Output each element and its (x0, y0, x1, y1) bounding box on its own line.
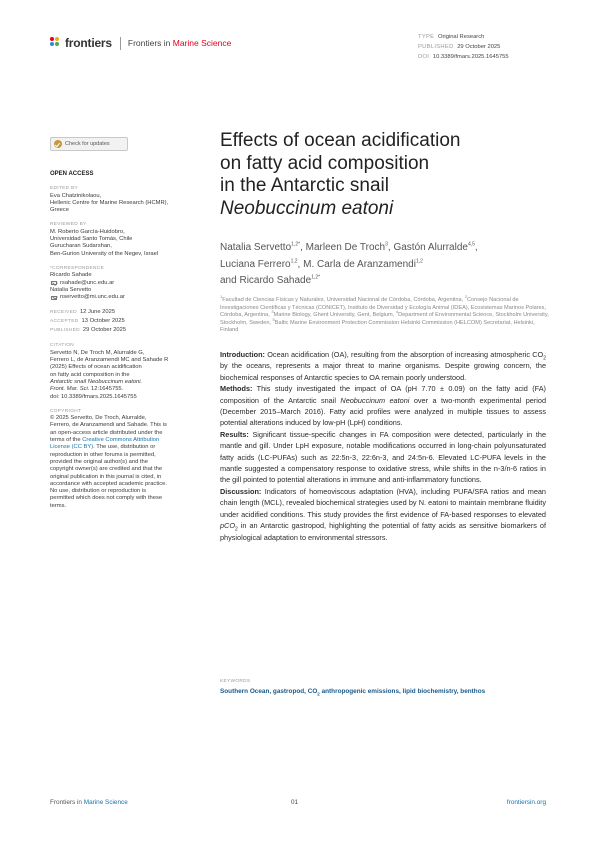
citation-line: Ferrero L, de Aranzamendi MC and Sahade R (50, 357, 169, 364)
footer-site-link[interactable]: frontiersin.org (506, 799, 546, 806)
author-name[interactable]: M. Carla de Aranzamendi (303, 258, 416, 270)
footer-journal[interactable] (50, 799, 128, 806)
published-label: PUBLISHED (418, 44, 454, 50)
citation-journal: Front. Mar. Sci. (50, 386, 90, 393)
keywords-list (220, 688, 550, 695)
author-affil: 1,2* (291, 241, 301, 248)
correspondent-name: Natalia Servetto (50, 286, 92, 293)
footer-journal-prefix: Frontiers in (50, 799, 84, 806)
copyright-label: COPYRIGHT (50, 408, 82, 414)
abstract-text: Indicators of homeoviscous adaptation (HVA), including PUFA/SFA ratios and mean chain length (MCL), revealed biochemical strategies used by N. eatoni to maintain membrane fluidity under acidified conditions. This study provides the first evidence of FA-based responses to elevated (220, 486, 546, 519)
reviewer-line: M. Roberto García-Huidobro, (50, 228, 125, 235)
check-updates-button[interactable] (50, 137, 128, 151)
abstract-discussion (220, 486, 546, 543)
editor-line: Greece (50, 207, 70, 214)
published-value: 29 October 2025 (457, 44, 501, 50)
header-divider (120, 37, 121, 50)
sidebar (50, 171, 210, 510)
author-list: Natalia Servetto$^{1,2*}$, Marleen De Troch$^3$, Gastón Alurralde$^{4,5}$, Luciana Ferrero$^{1,2}$, M. Carla de Aranzamendi$^{1,2}$ and Ricardo Sahade$^{1,2*}$ (220, 241, 478, 286)
reviewer-line: Gurucharan Sudarshan, (50, 243, 112, 250)
affil-text: Consejo Nacional de Investigaciones Científicas y Técnicas (CONICET), Instituto de Diversidad y Ecología Animal (IDEA), Ecosistemas Marinos Polares, Córdoba, Argentina, (220, 297, 547, 319)
abstract-introduction (220, 349, 546, 383)
keywords-text[interactable]: anthropogenic emissions, lipid biochemistry, benthos (319, 688, 486, 695)
date-value: 29 October 2025 (82, 327, 127, 334)
envelope-icon (51, 281, 57, 286)
date-label: ACCEPTED (50, 319, 79, 325)
subscript: 2 (235, 526, 238, 533)
envelope-icon (51, 296, 57, 301)
authors-conjunction: and (220, 275, 237, 286)
citation-line: on fatty acid composition in the (50, 371, 130, 378)
title-line: in the Antarctic snail (220, 175, 389, 196)
footer-journal-name: Marine Science (83, 799, 128, 806)
affil-text: Department of Environmental Science, Stockholm University, Stockholm, Sweden, (220, 312, 549, 326)
citation-volume: 12:1645755. (89, 386, 124, 393)
reviewer-line: Ben-Gurion University of the Negev, Israel (50, 250, 159, 257)
date-row (50, 308, 210, 317)
date-value: 13 October 2025 (81, 318, 125, 325)
date-row (50, 317, 210, 326)
correspondent-email-row (50, 280, 210, 287)
keywords-label: KEYWORDS (220, 679, 251, 684)
author-affil: 1,2 (415, 258, 423, 265)
abstract-methods (220, 383, 546, 429)
section-heading: Methods: (220, 384, 253, 394)
journal-title[interactable] (128, 38, 231, 48)
author-affil: 3 (385, 241, 388, 248)
correspondent-email-row (50, 294, 210, 301)
section-heading: Results: (220, 429, 249, 439)
keywords-text[interactable]: Southern Ocean, gastropod, CO (220, 688, 318, 695)
correspondence-label: *CORRESPONDENCE (50, 265, 105, 271)
citation-line: Antarctic snail Neobuccinum eatoni. (50, 378, 143, 385)
publisher-name[interactable]: frontiers (65, 36, 112, 50)
editor-line: Hellenic Centre for Marine Research (HCMR), (50, 199, 169, 206)
frontiers-logo-icon (50, 37, 62, 49)
citation-journal-line (50, 386, 210, 393)
doi-label: DOI (418, 54, 430, 60)
author-name[interactable]: Luciana Ferrero (220, 258, 291, 270)
license-link[interactable]: Creative Commons Attribution License (CC BY). (50, 437, 160, 451)
copyright-post: The use, distribution or reproduction in other forums is permitted, provided the original author(s) and the copyright owner(s) are credited and that the original publication in this journal is cited, in accordance with accepted academic practice. No use, distribution or reproduction is permitted which does not comply with these terms. (50, 444, 167, 509)
species-name: Neobuccinum eatoni (340, 395, 410, 405)
dates-block (50, 308, 210, 335)
type-value: Original Research (437, 34, 485, 40)
title-line: Effects of ocean acidification (220, 130, 461, 151)
section-heading: Introduction: (220, 350, 265, 359)
abstract-text: over a two-month experimental period (December 2015–March 2016). Fatty acid profiles were analyzed in multiple tissues to assess potential alterations induced by low-pH (LpH) conditions. (220, 395, 547, 428)
journal-name-accent: Marine Science (172, 38, 232, 48)
affil-text: Marine Biology, Ghent University, Gent, Belgium, (273, 312, 396, 319)
affil-number: 2 (464, 294, 467, 300)
type-label: TYPE (418, 34, 435, 40)
affil-text: Facultad de Ciencias Físicas y Naturales, Universidad Nacional de Córdoba, Córdoba, Argentina, (222, 297, 465, 303)
reviewer-line: Universidad Santo Tomás, Chile (50, 236, 133, 243)
abstract-results (220, 429, 546, 486)
correspondent-email[interactable]: nservetto@mi.unc.edu.ar (60, 294, 125, 301)
edited-by-label: EDITED BY (50, 186, 79, 192)
date-label: RECEIVED (50, 310, 77, 316)
abstract-text: Ocean acidification (OA), resulting from the absorption of increasing atmospheric CO (265, 350, 544, 359)
author-name[interactable]: Ricardo Sahade (239, 275, 312, 286)
affil-number: 1 (220, 294, 223, 300)
affil-number: 4 (395, 309, 399, 315)
date-value: 12 June 2025 (79, 309, 116, 316)
article-meta (418, 32, 543, 62)
title-line: on fatty acid composition (220, 152, 430, 174)
author-affil: 1,2* (311, 274, 321, 281)
journal-header (50, 36, 231, 50)
section-heading: Discussion: (220, 486, 262, 496)
citation-label: CITATION (50, 343, 75, 349)
author-name[interactable]: Gastón Alurralde (393, 242, 468, 253)
affil-number: 3 (271, 309, 274, 315)
reviewed-by-label: REVIEWED BY (50, 222, 87, 228)
check-mark-icon (54, 140, 62, 148)
author-affil: 1,2 (290, 258, 298, 265)
abstract (220, 349, 546, 543)
citation-doi[interactable]: doi: 10.3389/fmars.2025.1645755 (50, 393, 137, 400)
journal-prefix: Frontiers in (127, 38, 171, 48)
page-number: 01 (291, 799, 299, 806)
author-name[interactable]: Natalia Servetto (220, 242, 292, 253)
title-species: Neobuccinum eatoni (220, 197, 394, 219)
citation-line: (2025) Effects of ocean acidification (50, 364, 142, 371)
abstract-text: in an Antarctic gastropod, highlighting the potential of fatty acids as sensitive biomarkers of physiological adaptation to environmental stressors. (220, 521, 546, 542)
abstract-text: This study investigated the impact of OA (pH 7.70 ± 0.09) on the fatty acid (FA) composition of the Antarctic snail (220, 384, 546, 405)
editor-line: Eva Chatzinikolaou, (50, 192, 102, 199)
copyright-text (50, 415, 168, 510)
date-label: PUBLISHED (50, 328, 80, 334)
author-affil: 4,5 (467, 241, 475, 248)
article-title (220, 130, 550, 220)
subscript: 2 (317, 691, 320, 697)
affiliations (220, 294, 550, 335)
copyright-pre: © 2025 Servetto, De Troch, Alurralde, Ferrero, de Aranzamendi and Sahade. This is an open-access article distributed under the terms of the (50, 415, 167, 444)
abstract-text: Significant tissue-specific changes in FA composition were detected, particularly in the mantle and gill. Under LpH exposure, notable modifications occurred in long-chain polyunsaturated fatty acids (LC-PUFAs) such as 22:5n-3, 22:6n-3, and 24:5n-6. Elevated LC-PUFA levels in the mantle suggested a compensatory response to oxidative stress, while shifts in the n-3/n-6 ratios in the gill pointed to potential alterations in immune and anti-inflammatory functions. (220, 429, 546, 485)
pco2-term: pCO (220, 521, 236, 531)
date-row (50, 326, 210, 335)
affil-text: Baltic Marine Environment Protection Commission Helsinki Commission (HELCOM) Secretariat, Helsinki, Finland (220, 319, 535, 334)
open-access-badge: OPEN ACCESS (50, 171, 94, 177)
doi-value[interactable]: 10.3389/fmars.2025.1645755 (432, 54, 509, 60)
abstract-text: by the oceans, represents a major threat to marine organisms. Despite growing concern, the biochemical responses of Antarctic species to OA remain poorly understood. (220, 361, 546, 382)
affil-number: 5 (272, 316, 275, 322)
subscript: 2 (543, 355, 546, 362)
correspondent-email[interactable]: rsahade@unc.edu.ar (60, 279, 115, 286)
check-updates-label: Check for updates (65, 141, 110, 147)
citation-line: Servetto N, De Troch M, Alurralde G, (50, 349, 145, 356)
author-name[interactable]: Marleen De Troch (305, 242, 386, 253)
correspondent-name: Ricardo Sahade (50, 272, 92, 279)
